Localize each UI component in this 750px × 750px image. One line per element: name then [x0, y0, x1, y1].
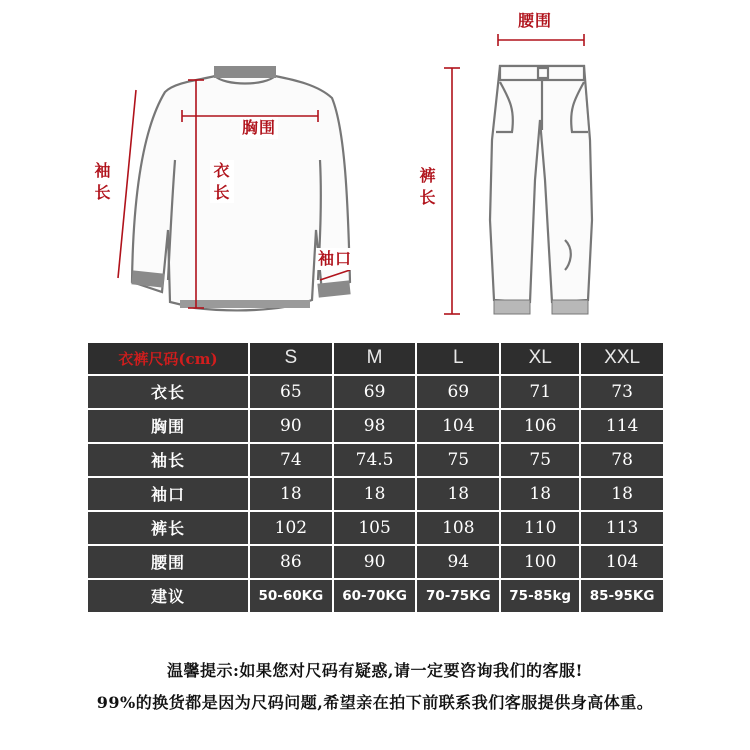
pants-length-label: 裤长	[416, 165, 440, 208]
table-row	[88, 512, 663, 544]
table-cell: 94	[417, 546, 499, 578]
table-cell: 18	[501, 478, 579, 510]
table-row	[88, 376, 663, 408]
table-cell: 50-60KG	[250, 580, 332, 612]
size-diagram	[0, 0, 750, 330]
table-cell: 18	[581, 478, 663, 510]
row-label: 裤长	[88, 512, 248, 544]
row-label: 腰围	[88, 546, 248, 578]
table-cell: 85-95KG	[581, 580, 663, 612]
row-label: 胸围	[88, 410, 248, 442]
table-cell: 65	[250, 376, 332, 408]
body-length-label: 衣长	[210, 160, 234, 203]
table-cell: 69	[334, 376, 416, 408]
row-label: 袖长	[88, 444, 248, 476]
table-cell: 102	[250, 512, 332, 544]
table-cell: 75	[501, 444, 579, 476]
collar-rib	[214, 66, 276, 78]
table-row	[88, 444, 663, 476]
table-cell: 110	[501, 512, 579, 544]
tip-line-1: 温馨提示:如果您对尺码有疑惑,请一定要咨询我们的客服!	[166, 661, 583, 680]
table-cell: 70-75KG	[417, 580, 499, 612]
size-table-header	[88, 343, 663, 374]
table-cell: 18	[250, 478, 332, 510]
table-row	[88, 580, 663, 612]
table-cell: 104	[417, 410, 499, 442]
cuff-label: 袖口	[318, 249, 353, 268]
table-cell: 75-85kg	[501, 580, 579, 612]
table-cell: 113	[581, 512, 663, 544]
table-cell: 78	[581, 444, 663, 476]
sleeve-length-label: 袖长	[94, 161, 112, 202]
table-cell: 18	[334, 478, 416, 510]
table-cell: 60-70KG	[334, 580, 416, 612]
tip-line-2: 99%的换货都是因为尺码问题,希望亲在拍下前联系我们客服提供身高体重。	[96, 693, 654, 712]
row-label: 建议	[88, 580, 248, 612]
table-cell: 106	[501, 410, 579, 442]
table-cell: 18	[417, 478, 499, 510]
table-cell: 98	[334, 410, 416, 442]
table-row	[88, 410, 663, 442]
size-table-corner: 衣裤尺码(cm)	[88, 343, 248, 374]
table-cell: 74.5	[334, 444, 416, 476]
hem-rib	[180, 300, 310, 308]
table-cell: 74	[250, 444, 332, 476]
size-header: XXL	[581, 343, 663, 374]
table-cell: 104	[581, 546, 663, 578]
size-header: XL	[501, 343, 579, 374]
table-cell: 100	[501, 546, 579, 578]
table-cell: 114	[581, 410, 663, 442]
table-cell: 86	[250, 546, 332, 578]
table-cell: 73	[581, 376, 663, 408]
table-cell: 90	[250, 410, 332, 442]
size-table	[86, 341, 665, 614]
table-cell: 71	[501, 376, 579, 408]
table-cell: 75	[417, 444, 499, 476]
size-header: S	[250, 343, 332, 374]
table-cell: 105	[334, 512, 416, 544]
row-label: 袖口	[88, 478, 248, 510]
size-header: L	[417, 343, 499, 374]
table-row	[88, 546, 663, 578]
table-cell: 90	[334, 546, 416, 578]
left-ankle-cuff	[494, 300, 530, 314]
chest-label: 胸围	[242, 118, 277, 137]
waist-label: 腰围	[518, 11, 553, 30]
table-cell: 69	[417, 376, 499, 408]
right-ankle-cuff	[552, 300, 588, 314]
row-label: 衣长	[88, 376, 248, 408]
table-row	[88, 478, 663, 510]
pants-drawing	[490, 66, 592, 302]
size-header: M	[334, 343, 416, 374]
table-cell: 108	[417, 512, 499, 544]
